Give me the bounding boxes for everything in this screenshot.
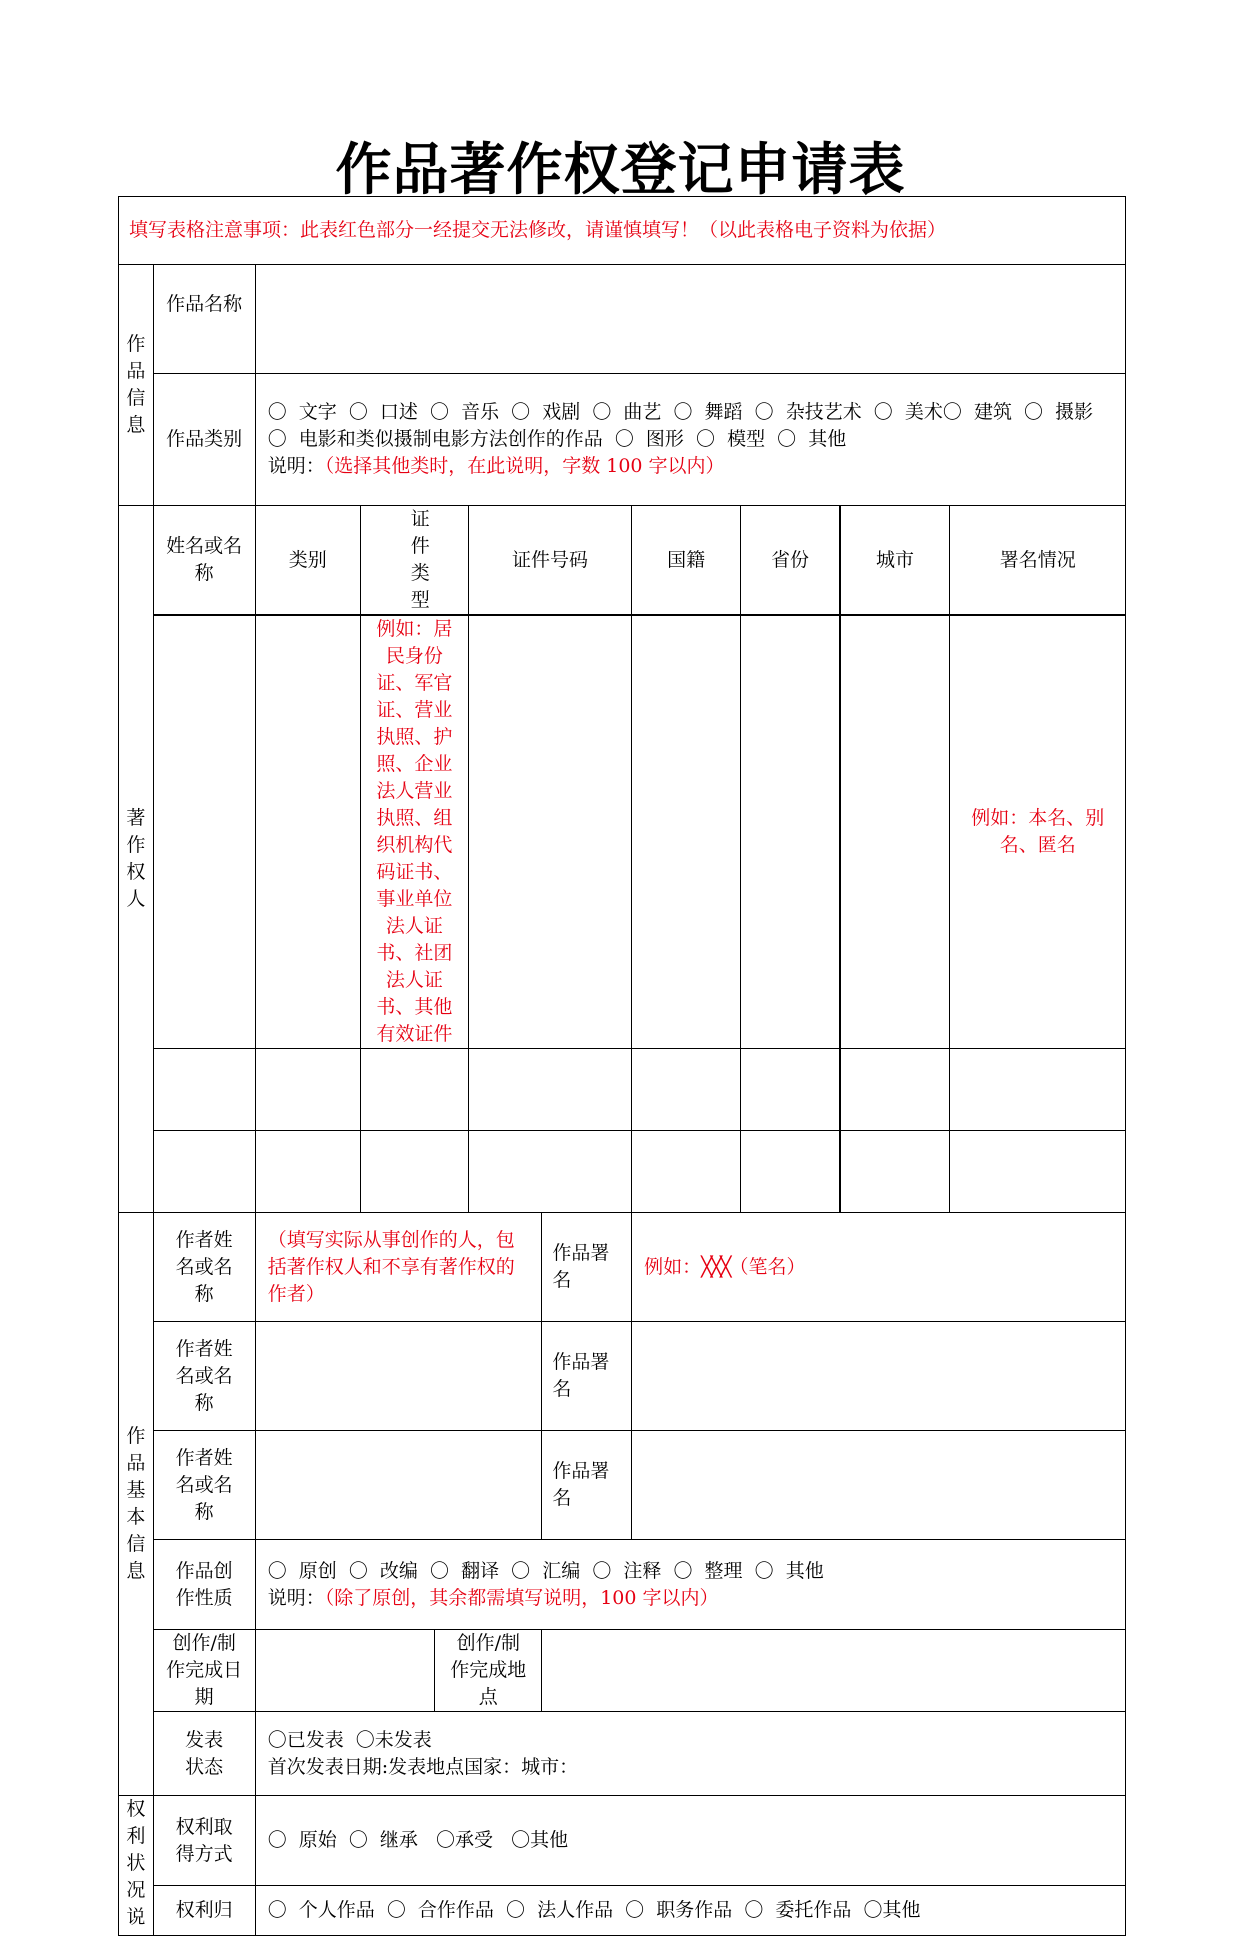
owner-city-cell[interactable] <box>840 1049 950 1131</box>
owner-nationality-cell[interactable] <box>632 615 741 1049</box>
author-name-cell[interactable] <box>255 1322 542 1431</box>
completion-date-field[interactable] <box>255 1630 435 1712</box>
col-header-province: 省份 <box>741 506 840 616</box>
owner-signature-cell[interactable] <box>950 1131 1126 1213</box>
owner-province-cell[interactable] <box>741 1131 840 1213</box>
section-work-basic-info: 作 品 基 本 信 息 <box>119 1213 154 1796</box>
signature-example-suffix: （笔名） <box>729 1255 806 1278</box>
owner-id-number-cell[interactable] <box>468 615 631 1049</box>
section-copyright-owner: 著 作 权 人 <box>119 506 154 1213</box>
owner-category-cell[interactable] <box>255 1131 360 1213</box>
signature-example-prefix: 例如： <box>644 1255 702 1278</box>
work-category-label: 作品类别 <box>153 374 255 506</box>
col-header-name: 姓名或名称 <box>153 506 255 616</box>
section-rights-status: 权 利 状 况 说 <box>119 1796 154 1936</box>
publish-status-label: 发表状态 <box>153 1712 255 1796</box>
col-header-id-number: 证件号码 <box>468 506 631 616</box>
application-form-table <box>118 196 1126 1936</box>
owner-province-cell[interactable] <box>741 615 840 1049</box>
owner-category-cell[interactable] <box>255 615 360 1049</box>
col-header-nationality: 国籍 <box>632 506 741 616</box>
signature-label: 作品署名 <box>542 1213 632 1322</box>
owner-signature-cell[interactable] <box>950 1049 1126 1131</box>
owner-name-cell[interactable] <box>153 1131 255 1213</box>
nature-note-hint: （除了原创，其余都需填写说明，100 字以内） <box>324 1586 719 1609</box>
signature-cell[interactable] <box>632 1322 1126 1431</box>
owner-city-cell[interactable] <box>840 1131 950 1213</box>
owner-id-number-cell[interactable] <box>468 1049 631 1131</box>
notice-text: 填写表格注意事项：此表红色部分一经提交无法修改，请谨慎填写！（以此表格电子资料为依据） <box>119 197 1126 265</box>
col-header-category: 类别 <box>255 506 360 616</box>
author-name-cell[interactable]: （填写实际从事创作的人，包括著作权人和不享有著作权的作者） <box>255 1213 542 1322</box>
col-header-signature: 署名情况 <box>950 506 1126 616</box>
owner-category-cell[interactable] <box>255 1049 360 1131</box>
completion-place-field[interactable] <box>542 1630 1126 1712</box>
owner-name-cell[interactable] <box>153 1049 255 1131</box>
publish-status-options[interactable]: 〇已发表 〇未发表 <box>267 1728 432 1751</box>
creation-nature-cell[interactable] <box>255 1540 1125 1630</box>
owner-id-type-cell[interactable]: 例如：居民身份证、军官证、营业执照、护照、企业法人营业执照、组织机构代码证书、事业单位法人证书、社团法人证书、其他有效证件 <box>360 615 468 1049</box>
publish-detail-text: 首次发表日期:发表地点国家：城市： <box>267 1755 579 1778</box>
signature-cell[interactable] <box>632 1213 1126 1322</box>
section-work-info: 作 品 信 息 <box>119 265 154 506</box>
completion-date-label: 创作/制作完成日期 <box>153 1630 255 1712</box>
work-name-label: 作品名称 <box>153 265 255 374</box>
owner-nationality-cell[interactable] <box>632 1131 741 1213</box>
rights-ownership-options[interactable]: 〇 个人作品 〇 合作作品 〇 法人作品 〇 职务作品 〇 委托作品 〇其他 <box>255 1886 1125 1936</box>
signature-label: 作品署名 <box>542 1322 632 1431</box>
category-note-label: 说明： <box>267 455 325 477</box>
work-name-field[interactable] <box>255 265 1125 374</box>
creation-nature-label: 作品创作性质 <box>153 1540 255 1630</box>
author-name-label: 作者姓名或名称 <box>153 1213 255 1322</box>
author-name-label: 作者姓名或名称 <box>153 1431 255 1540</box>
signature-example-x: ╳╳╳ <box>701 1255 730 1278</box>
owner-nationality-cell[interactable] <box>632 1049 741 1131</box>
signature-label: 作品署名 <box>542 1431 632 1540</box>
signature-cell[interactable] <box>632 1431 1126 1540</box>
rights-ownership-label: 权利归 <box>153 1886 255 1936</box>
owner-signature-cell[interactable]: 例如：本名、别名、匿名 <box>950 615 1126 1049</box>
owner-id-type-cell[interactable] <box>360 1049 468 1131</box>
work-category-options[interactable]: 〇 文字 〇 口述 〇 音乐 〇 戏剧 〇 曲艺 〇 舞蹈 〇 杂技艺术 〇 美术〇 建筑 〇 摄影 〇 电影和类似摄制电影方法创作的作品 〇 图形 〇 模型 〇 其他 <box>267 401 1106 450</box>
author-name-cell[interactable] <box>255 1431 542 1540</box>
owner-id-number-cell[interactable] <box>468 1131 631 1213</box>
work-category-cell[interactable] <box>255 374 1125 506</box>
rights-acquire-options[interactable]: 〇 原始 〇 继承 〇承受 〇其他 <box>255 1796 1125 1886</box>
col-header-id-type: 证件类型 <box>360 506 468 616</box>
creation-nature-options[interactable]: 〇 原创 〇 改编 〇 翻译 〇 汇编 〇 注释 〇 整理 〇 其他 <box>267 1559 824 1582</box>
owner-name-cell[interactable] <box>153 615 255 1049</box>
completion-place-label: 创作/制作完成地点 <box>435 1630 542 1712</box>
rights-acquire-label: 权利取得方式 <box>153 1796 255 1886</box>
owner-province-cell[interactable] <box>741 1049 840 1131</box>
col-header-city: 城市 <box>840 506 950 616</box>
category-note-hint: （选择其他类时，在此说明，字数 100 字以内） <box>324 455 725 477</box>
owner-id-type-cell[interactable] <box>360 1131 468 1213</box>
owner-city-cell[interactable] <box>840 615 950 1049</box>
nature-note-label: 说明： <box>267 1586 325 1609</box>
form-title: 作品著作权登记申请表 <box>335 138 906 203</box>
author-name-label: 作者姓名或名称 <box>153 1322 255 1431</box>
